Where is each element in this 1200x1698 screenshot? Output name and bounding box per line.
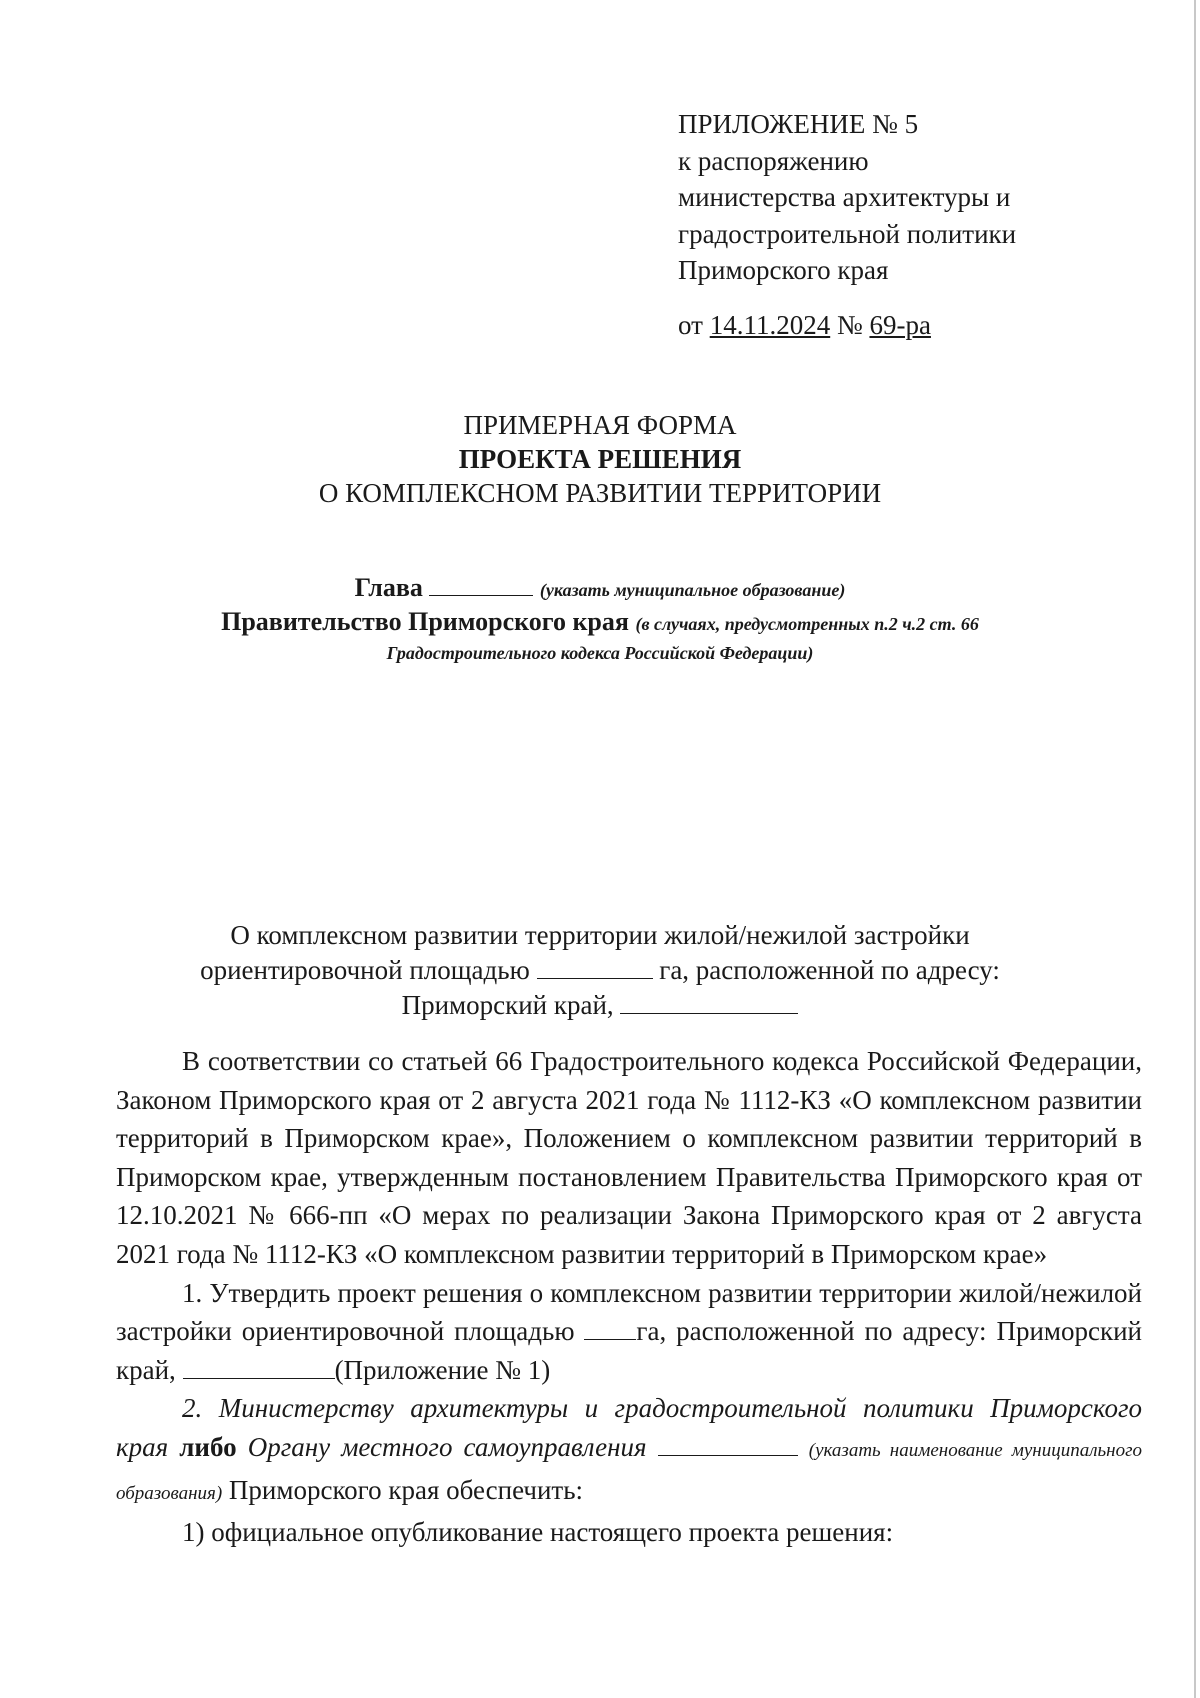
page-edge	[1194, 0, 1196, 1698]
issuing-authority	[0, 572, 1200, 666]
order-date: 14.11.2024	[709, 309, 831, 340]
blank-field	[429, 573, 533, 596]
subject-line-2	[0, 953, 1200, 988]
item-note: (указать наименование муниципального образования)	[116, 1439, 1142, 1504]
title-line-2: ПРОЕКТА РЕШЕНИЯ	[458, 444, 742, 474]
title-line-3: О КОМПЛЕКСНОМ РАЗВИТИИ ТЕРРИТОРИИ	[318, 478, 882, 508]
item-text: Органу местного самоуправления	[247, 1431, 647, 1462]
item-text: либо	[179, 1431, 237, 1462]
item-2-paragraph	[116, 1389, 1142, 1513]
subject-text: ориентировочной площадью	[200, 955, 530, 985]
item-2-1-paragraph: 1) официальное опубликование настоящего проекта решения:	[182, 1517, 894, 1548]
address-blank	[620, 991, 798, 1014]
appendix-title: ПРИЛОЖЕНИЕ № 5	[678, 109, 919, 139]
head-note: (указать муниципальное образование)	[539, 580, 846, 600]
document-body	[116, 1042, 1142, 1552]
area-blank	[537, 956, 653, 979]
date-prefix: от	[678, 309, 703, 340]
subject-text: га, расположенной по адресу:	[659, 955, 1000, 985]
appendix-block	[678, 106, 1016, 343]
authority-blank	[658, 1433, 798, 1456]
item-text: Приморского края обеспечить:	[228, 1474, 584, 1505]
government-line	[0, 606, 1200, 640]
subject-line-1: О комплексном развитии территории жилой/нежилой застройки	[230, 920, 970, 950]
appendix-line: Приморского края	[678, 255, 889, 285]
document-title	[0, 408, 1200, 510]
appendix-line: министерства архитектуры и	[678, 182, 1011, 212]
head-line	[0, 572, 1200, 606]
government-note-2: Градостроительного кодекса Российской Федерации)	[386, 643, 814, 663]
government-note-1: (в случаях, предусмотренных п.2 ч.2 ст. 66	[635, 614, 979, 634]
area-blank	[584, 1317, 636, 1340]
address-blank	[183, 1356, 335, 1379]
item-text: 2. Министерству архитектуры и градостроительной политики Приморского края	[116, 1393, 1142, 1462]
head-label: Глава	[354, 573, 423, 602]
subject-text: Приморский край,	[401, 990, 614, 1020]
title-line-1: ПРИМЕРНАЯ ФОРМА	[463, 410, 737, 440]
appendix-line: к распоряжению	[678, 145, 869, 176]
item-1-paragraph	[116, 1274, 1142, 1390]
government-label: Правительство Приморского края	[221, 607, 629, 636]
decision-subject	[0, 918, 1200, 1023]
item-text: (Приложение № 1)	[334, 1354, 551, 1385]
appendix-line: градостроительной политики	[678, 218, 1017, 249]
item-text: 1. Утвердить проект решения о комплексном развитии территории жилой/нежилой застройки ориентировочной площадью	[116, 1277, 1142, 1347]
appendix-date-line	[678, 307, 1016, 344]
number-prefix: №	[836, 309, 863, 340]
order-number: 69-ра	[869, 309, 931, 340]
preamble-paragraph: В соответствии со статьей 66 Градостроительного кодекса Российской Федерации, Законом Приморского края от 2 августа 2021 года № 1112-КЗ «О комплексном развитии территорий в Приморском крае», Положением о комплексном развитии территорий в Приморском крае, утвержденным постановлением Правительства Приморского края от 12.10.2021 № 666-пп «О мерах по реализации Закона Приморского края от 2 августа 2021 года № 1112-КЗ «О комплексном развитии территорий в Приморском крае»	[116, 1046, 1142, 1269]
item-text: га, расположенной по адресу: Приморский край,	[116, 1316, 1143, 1385]
subject-line-3	[0, 988, 1200, 1023]
